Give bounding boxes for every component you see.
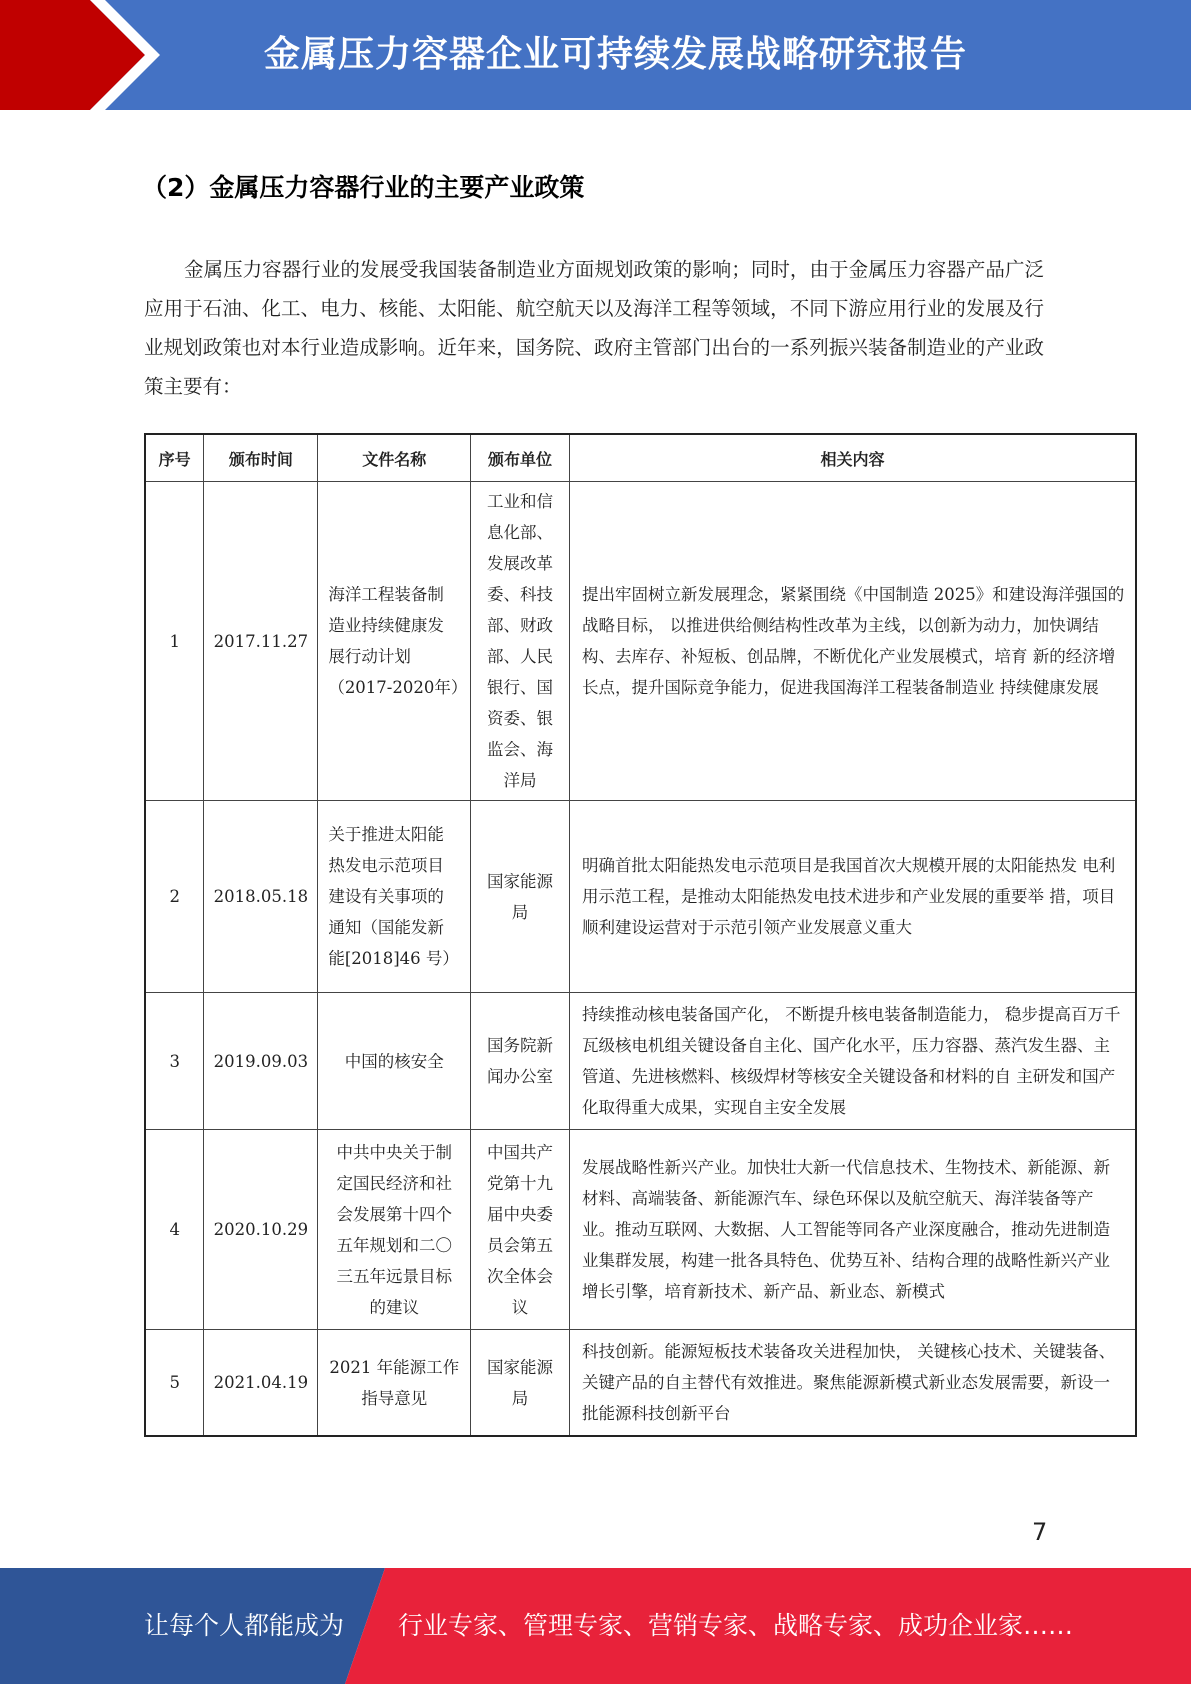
table-row bbox=[145, 993, 1136, 1130]
table-row bbox=[145, 801, 1136, 993]
page-footer bbox=[0, 1568, 1191, 1684]
header-corner-decoration bbox=[0, 0, 160, 110]
row-date: 2019.09.03 bbox=[204, 993, 318, 1130]
row-content: 发展战略性新兴产业。加快壮大新一代信息技术、生物技术、新能源、新材料、高端装备、新能源汽车、绿色环保以及航空航天、海洋装备等产业。推动互联网、大数据、人工智能等同各产业深度融合，推动先进制造业集群发展，构建一批各具特色、优势互补、结构合理的战略性新兴产业增长引擎，培育新技术、新产品、新业态、新模式 bbox=[569, 1130, 1136, 1330]
header-content: 相关内容 bbox=[569, 434, 1136, 482]
row-unit: 国家能源局 bbox=[471, 801, 570, 993]
row-no: 5 bbox=[145, 1330, 204, 1437]
row-unit: 工业和信息化部、发展改革委、科技部、财政部、人民银行、国资委、银监会、海洋局 bbox=[471, 482, 570, 801]
row-date: 2017.11.27 bbox=[204, 482, 318, 801]
table-row bbox=[145, 1130, 1136, 1330]
row-name: 关于推进太阳能 热发电示范项目 建设有关事项的 通知（国能发新 能[2018]46 号） bbox=[318, 801, 471, 993]
row-content: 提出牢固树立新发展理念，紧紧围绕《中国制造 2025》和建设海洋强国的战略目标， 以推进供给侧结构性改革为主线，以创新为动力，加快调结构、去库存、补短板、创品牌，不断优化产业发展模式，培育 新的经济增长点，提升国际竞争能力，促进我国海洋工程装备制造业 持续健康发展 bbox=[569, 482, 1136, 801]
row-unit: 中国共产党第十九届中央委员会第五次全体会议 bbox=[471, 1130, 570, 1330]
header-name: 文件名称 bbox=[318, 434, 471, 482]
row-content: 科技创新。能源短板技术装备攻关进程加快， 关键核心技术、关键装备、关键产品的自主替代有效推进。聚焦能源新模式新业态发展需要，新设一批能源科技创新平台 bbox=[569, 1330, 1136, 1437]
table-row bbox=[145, 1330, 1136, 1437]
section-title: （2）金属压力容器行业的主要产业政策 bbox=[142, 173, 585, 202]
report-title: 金属压力容器企业可持续发展战略研究报告 bbox=[264, 34, 968, 75]
intro-paragraph: 金属压力容器行业的发展受我国装备制造业方面规划政策的影响；同时，由于金属压力容器产品广泛应用于石油、化工、电力、核能、太阳能、航空航天以及海洋工程等领域，不同下游应用行业的发展及行业规划政策也对本行业造成影响。近年来，国务院、政府主管部门出台的一系列振兴装备制造业的产业政策主要有： bbox=[144, 258, 1044, 398]
page-header bbox=[0, 0, 1191, 110]
row-content: 持续推动核电装备国产化， 不断提升核电装备制造能力， 稳步提高百万千瓦级核电机组关键设备自主化、国产化水平，压力容器、蒸汽发生器、主管道、先进核燃料、核级焊材等核安全关键设备和材料的自 主研发和国产化取得重大成果，实现自主安全发展 bbox=[569, 993, 1136, 1130]
footer-slogan-left: 让每个人都能成为 bbox=[144, 1611, 345, 1640]
header-unit: 颁布单位 bbox=[471, 434, 570, 482]
row-date: 2018.05.18 bbox=[204, 801, 318, 993]
page-number: 7 bbox=[1032, 1518, 1048, 1546]
row-content: 明确首批太阳能热发电示范项目是我国首次大规模开展的太阳能热发 电利用示范工程，是推动太阳能热发电技术进步和产业发展的重要举 措，项目顺利建设运营对于示范引领产业发展意义重大 bbox=[569, 801, 1136, 993]
row-no: 4 bbox=[145, 1130, 204, 1330]
row-unit: 国务院新闻办公室 bbox=[471, 993, 570, 1130]
row-date: 2021.04.19 bbox=[204, 1330, 318, 1437]
table-row bbox=[145, 482, 1136, 801]
row-name: 2021 年能源工作 指导意见 bbox=[318, 1330, 471, 1437]
row-unit: 国家能源局 bbox=[471, 1330, 570, 1437]
row-name: 中共中央关于制定国民经济和社会发展第十四个五年规划和二〇三五年远景目标的建议 bbox=[318, 1130, 471, 1330]
row-name: 海洋工程装备制造业持续健康发展行动计划（2017-2020年） bbox=[318, 482, 471, 801]
header-date: 颁布时间 bbox=[204, 434, 318, 482]
header-no: 序号 bbox=[145, 434, 204, 482]
row-no: 2 bbox=[145, 801, 204, 993]
row-no: 3 bbox=[145, 993, 204, 1130]
row-date: 2020.10.29 bbox=[204, 1130, 318, 1330]
table-header-row bbox=[145, 434, 1136, 482]
row-no: 1 bbox=[145, 482, 204, 801]
footer-slogan-right: 行业专家、管理专家、营销专家、战略专家、成功企业家…… bbox=[398, 1611, 1074, 1640]
policy-table bbox=[144, 433, 1137, 1437]
row-name: 中国的核安全 bbox=[318, 993, 471, 1130]
